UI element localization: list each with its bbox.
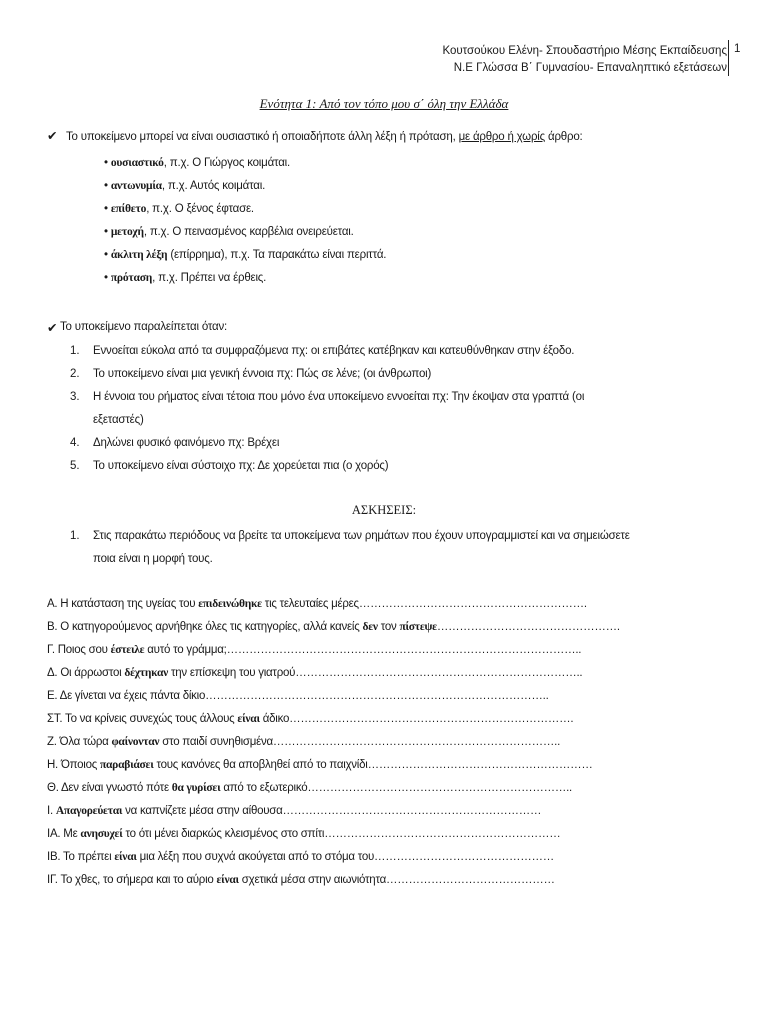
list-item: Το υποκείμενο είναι σύστοιχο πχ: Δε χορεύεται πια (ο χορός): [93, 460, 389, 472]
document-header: [442, 43, 727, 77]
section2-intro: Το υποκείμενο παραλείπεται όταν:: [60, 321, 228, 333]
list-number: 5.: [70, 460, 80, 472]
list-number: 2.: [70, 368, 80, 380]
exercise-sentence: ΣΤ. Το να κρίνεις συνεχώς τους άλλους είναι άδικο………………………………………………………………….: [47, 713, 574, 725]
section1-intro: Το υποκείμενο μπορεί να είναι ουσιαστικό ή οποιαδήποτε άλλη λέξη ή πρόταση, με άρθρο ή χωρίς άρθρο:: [66, 131, 583, 143]
header-divider: [728, 40, 729, 76]
list-item: • μετοχή, π.χ. Ο πεινασμένος καρβέλια ονειρεύεται.: [104, 226, 354, 238]
checkmark-icon: ✔: [47, 129, 58, 143]
header-course-line: Ν.Ε Γλώσσα Β΄ Γυμνασίου- Επαναληπτικό εξετάσεων: [453, 62, 727, 74]
exercise-sentence: Α. Η κατάσταση της υγείας του επιδεινώθηκε τις τελευταίες μέρες…………………………………………………….: [47, 598, 587, 610]
header-author-line: Κουτσούκου Ελένη- Σπουδαστήριο Μέσης Εκπαίδευσης: [442, 45, 727, 57]
list-item: Η έννοια του ρήματος είναι τέτοια που μόνο ένα υποκείμενο εννοείται πχ: Την έκοψαν στα γραπτά (οι: [93, 391, 585, 403]
list-number: 3.: [70, 391, 80, 403]
exercises-heading: ΑΣΚΗΣΕΙΣ:: [351, 503, 417, 517]
list-number: 1.: [70, 345, 80, 357]
task-instruction-continuation: ποια είναι η μορφή τους.: [93, 553, 213, 565]
list-item: • ουσιαστικό, π.χ. Ο Γιώργος κοιμάται.: [104, 157, 291, 169]
exercise-sentence: Ζ. Όλα τώρα φαίνονταν στο παιδί συνηθισμένα…………………………………………………………………..: [47, 736, 561, 748]
list-item: Εννοείται εύκολα από τα συμφραζόμενα πχ: οι επιβάτες κατέβηκαν και κατευθύνθηκαν στην έξοδο.: [93, 345, 575, 357]
exercise-sentence: Ι. Απαγορεύεται να καπνίζετε μέσα στην αίθουσα……………………………………………………………: [47, 805, 542, 817]
list-item: • άκλιτη λέξη (επίρρημα), π.χ. Τα παρακάτω είναι περιττά.: [104, 249, 387, 261]
exercise-sentence: ΙΑ. Με ανησυχεί το ότι μένει διαρκώς κλεισμένος στο σπίτι………………………………………………………: [47, 828, 561, 840]
list-item: Το υποκείμενο είναι μια γενική έννοια πχ: Πώς σε λένε; (οι άνθρωποι): [93, 368, 432, 380]
list-item: • πρόταση, π.χ. Πρέπει να έρθεις.: [104, 272, 267, 284]
task-number: 1.: [70, 530, 80, 542]
exercise-sentence: Ε. Δε γίνεται να έχεις πάντα δίκιο………………………………………………………………………………..: [47, 690, 549, 702]
exercise-sentence: Δ. Οι άρρωστοι δέχτηκαν την επίσκεψη του γιατρού…………………………………………………………………..: [47, 667, 583, 679]
page-number: 1: [734, 43, 741, 55]
exercise-sentence: Β. Ο κατηγορούμενος αρνήθηκε όλες τις κατηγορίες, αλλά κανείς δεν τον πίστεψε………………………………………….: [47, 621, 620, 633]
list-item: • αντωνυμία, π.χ. Αυτός κοιμάται.: [104, 180, 266, 192]
exercise-sentence: ΙΒ. Το πρέπει είναι μια λέξη που συχνά ακούγεται από το στόμα του…………………………………………: [47, 851, 555, 863]
list-item-continuation: εξεταστές): [93, 414, 144, 426]
list-number: 4.: [70, 437, 80, 449]
list-item: Δηλώνει φυσικό φαινόμενο πχ: Βρέχει: [93, 437, 280, 449]
exercise-sentence: ΙΓ. Το χθες, το σήμερα και το αύριο είναι σχετικά μέσα στην αιωνιότητα………………………………………: [47, 874, 555, 886]
checkmark-icon: ✔: [47, 321, 58, 335]
exercise-sentence: Η. Όποιος παραβιάσει τους κανόνες θα αποβληθεί από το παιχνίδι……………………………………………………: [47, 759, 593, 771]
exercise-sentence: Θ. Δεν είναι γνωστό πότε θα γυρίσει από το εξωτερικό……………………………………………………………..: [47, 782, 572, 794]
exercise-sentence: Γ. Ποιος σου έστειλε αυτό το γράμμα;…………………………………………………………………………………..: [47, 644, 582, 656]
page-title: Ενότητα 1: Από τον τόπο μου σ΄ όλη την Ελλάδα: [259, 96, 509, 111]
task-instruction: Στις παρακάτω περιόδους να βρείτε τα υποκείμενα των ρημάτων που έχουν υπογραμμιστεί και να σημειώσετε: [93, 530, 630, 542]
list-item: • επίθετο, π.χ. Ο ξένος έφτασε.: [104, 203, 254, 215]
